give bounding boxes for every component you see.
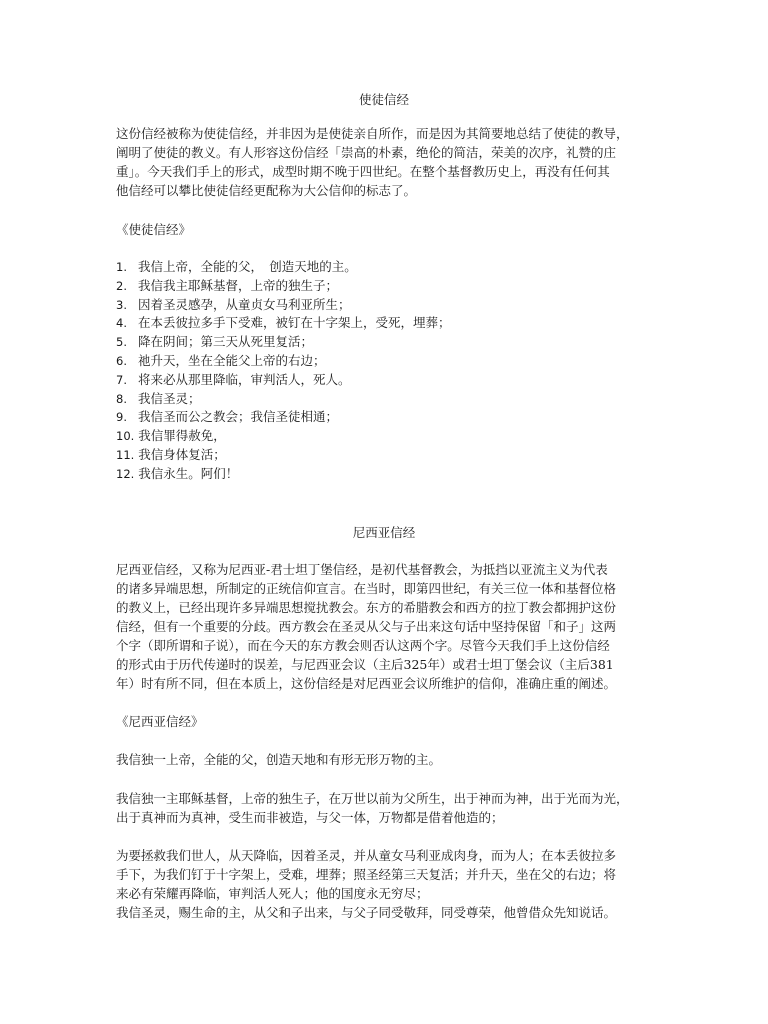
doc1-intro-line: 他信经可以攀比使徒信经更配称为大公信仰的标志了。 [116, 183, 417, 198]
article-text: 我信罪得赦免， [138, 428, 226, 444]
article-item [116, 296, 656, 315]
article-number: 5. [116, 335, 127, 350]
article-number: 9. [116, 410, 127, 425]
article-item [116, 408, 656, 427]
doc1-heading: 《使徒信经》 [116, 222, 192, 237]
article-text: 我信永生。阿们！ [138, 465, 239, 481]
doc2-paragraph-line: 来必有荣耀再降临，审判活人死人；他的国度永无穷尽； [116, 886, 429, 901]
article-text: 我信我主耶稣基督，上帝的独生子； [137, 277, 338, 293]
article-item [116, 427, 656, 446]
doc2-paragraph-1: 我信独一上帝，全能的父，创造天地和有形无形万物的主。 [116, 752, 442, 767]
article-item [116, 352, 656, 371]
article-number: 10. [116, 429, 135, 444]
doc2-paragraph-line: 为要拯救我们世人，从天降临，因着圣灵，并从童女马利亚成肉身，而为人；在本丢彼拉多 [116, 848, 617, 863]
article-text: 我信圣而公之教会；我信圣徒相通； [137, 409, 338, 425]
doc1-intro [116, 124, 656, 200]
article-number: 7. [116, 372, 127, 387]
doc2-intro-line: 信经，但有一个重要的分歧。西方教会在圣灵从父与子出来这句话中坚持保留「和子」这两 [116, 619, 617, 634]
doc2-intro-line: 个字（即所谓和子说），而在今天的东方教会则否认这两个字。尽管今天我们手上这份信经 [116, 638, 610, 653]
doc2-paragraph-line: 出于真神而为真神，受生而非被造，与父一体，万物都是借着他造的； [116, 810, 504, 825]
article-text: 我信上帝，全能的父， 创造天地的主。 [137, 259, 357, 274]
doc1-title: 使徒信经 [358, 92, 409, 107]
doc2-title: 尼西亚信经 [352, 525, 416, 540]
article-number: 12. [116, 466, 135, 481]
article-item [116, 465, 656, 484]
doc2-paragraph-line: 我信圣灵，赐生命的主，从父和子出来，与父子同受敬拜，同受尊荣，他曾借众先知说话。 [116, 905, 617, 920]
doc2-heading: 《尼西亚信经》 [116, 714, 204, 729]
article-text: 祂升天，坐在全能父上帝的右边； [137, 352, 326, 368]
article-item [116, 371, 656, 390]
article-number: 3. [116, 297, 127, 312]
doc1-intro-line: 重」。今天我们手上的形式，成型时期不晚于四世纪。在整个基督教历史上，再没有任何其 [116, 164, 610, 179]
doc2-intro [116, 560, 656, 693]
doc2-paragraph-2 [116, 789, 656, 827]
doc1-intro-line: 阐明了使徒的教义。有人形容这份信经「崇高的朴素，绝伦的简洁，荣美的次序，礼赞的庄 [116, 145, 617, 160]
article-item [116, 333, 656, 352]
doc2-paragraph-line: 我信独一主耶稣基督，上帝的独生子，在万世以前为父所生，出于神而为神，出于光而为光， [116, 791, 629, 806]
article-text: 在本丢彼拉多手下受难，被钉在十字架上，受死，埋葬； [137, 315, 451, 331]
article-number: 8. [116, 391, 127, 406]
doc2-paragraph-3 [116, 846, 656, 922]
article-text: 因着圣灵感孕，从童贞女马利亚所生； [137, 296, 351, 312]
article-number: 2. [116, 278, 127, 293]
article-item [116, 446, 656, 465]
article-text: 将来必从那里降临，审判活人，死人。 [137, 371, 351, 387]
article-item [116, 314, 656, 333]
article-item [116, 258, 656, 277]
article-number: 11. [116, 447, 135, 462]
doc1-article-list [116, 258, 656, 484]
article-text: 降在阴间；第三天从死里复活； [137, 334, 313, 350]
doc2-intro-line: 的形式由于历代传递时的误差，与尼西亚会议（主后325年）或君士坦丁堡会议（主后381 [116, 657, 614, 672]
article-number: 6. [116, 353, 127, 368]
article-number: 4. [116, 316, 127, 331]
doc2-intro-line: 尼西亚信经，又称为尼西亚-君士坦丁堡信经，是初代基督教会，为抵挡以亚流主义为代表 [116, 562, 608, 577]
article-number: 1. [116, 260, 127, 274]
article-item [116, 277, 656, 296]
doc2-intro-line: 年）时有所不同，但在本质上，这份信经是对尼西亚会议所维护的信仰，准确庄重的阐述。 [116, 676, 617, 691]
doc2-paragraph-line: 手下，为我们钉于十字架上，受难，埋葬；照圣经第三天复活；并升天，坐在父的右边；将 [116, 867, 617, 882]
article-text: 我信身体复活； [138, 446, 226, 462]
doc2-intro-line: 的诸多异端思想，所制定的正统信仰宣言。在当时，即第四世纪，有关三位一体和基督位格 [116, 581, 617, 596]
article-item [116, 390, 656, 409]
article-text: 我信圣灵； [137, 390, 201, 406]
doc1-intro-line: 这份信经被称为使徒信经，并非因为是使徒亲自所作，而是因为其简要地总结了使徒的教导， [116, 126, 629, 141]
doc2-intro-line: 的教义上，已经出现许多异端思想搅扰教会。东方的希腊教会和西方的拉丁教会都拥护这份 [116, 600, 617, 615]
